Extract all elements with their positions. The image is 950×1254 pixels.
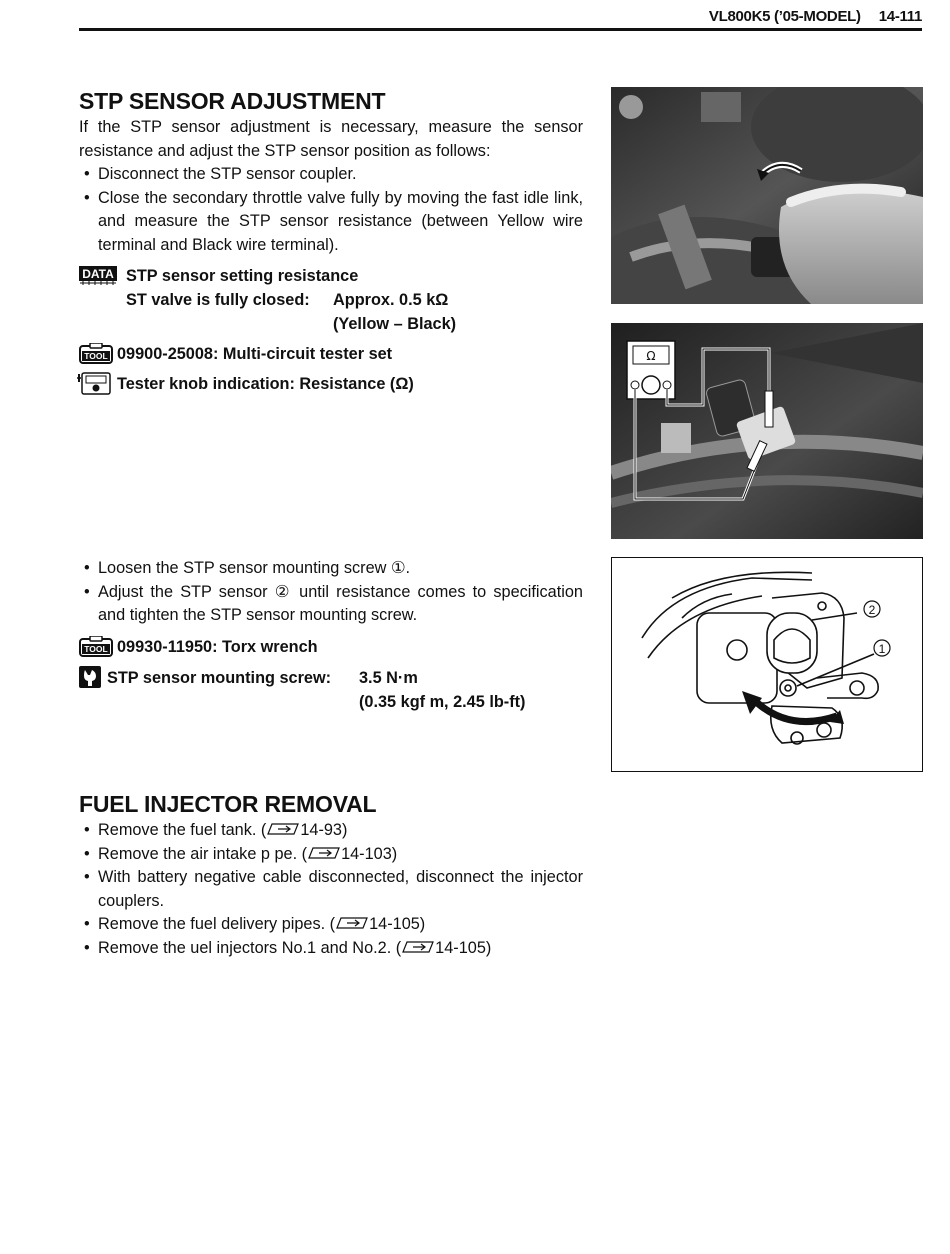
reference-pointer-icon [335,915,369,933]
data-spec-row-value: Approx. 0.5 kΩ [333,291,449,309]
header-model: VL800K5 (’05-MODEL) [708,8,861,25]
stp-bullet-4: • Adjust the STP sensor ② until resistance comes to specification and tighten the STP sensor mounting screw. [79,581,583,628]
callout-1: 1 [878,642,886,656]
reference-pointer-icon [307,845,341,863]
reference-pointer-icon [266,821,300,839]
photo-multimeter-test [611,323,923,539]
diagram-stp-sensor [611,557,923,772]
data-spec-row-label: ST valve is fully closed: [126,291,310,309]
fuel-bullet-3: • With battery negative cable disconnected, disconnect the injector couplers. [79,866,583,913]
header-text [691,8,922,25]
data-icon [79,266,117,290]
tester-knob-icon [77,372,113,401]
stp-adjust-block [79,557,583,628]
stp-bullet-1: • Disconnect the STP sensor coupler. [79,163,583,187]
header-page-number: 14-111 [878,8,922,25]
fuel-bullet-1: • Remove the fuel tank. ( 14-93) [79,819,583,843]
tester-knob-spec: Tester knob indication: Resistance (Ω) [117,375,414,393]
torque-icon [79,666,101,693]
fuel-bullets [79,819,583,960]
torque-label: STP sensor mounting screw: [107,669,332,687]
torque-value-2: (0.35 kgf m, 2.45 lb-ft) [359,693,526,711]
tool-icon-label: TOOL [84,351,108,361]
tool-spec-1: 09900-25008: Multi-circuit tester set [117,345,393,363]
data-spec-row-value-2: (Yellow – Black) [333,315,457,333]
section-title-fuel: FUEL INJECTOR REMOVAL [79,791,377,817]
page-header [79,6,922,31]
section-title-stp: STP SENSOR ADJUSTMENT [79,88,386,114]
callout-2: 2 [868,603,876,617]
meter-symbol: Ω [646,349,656,363]
stp-intro-block [79,116,583,257]
tool-icon-2-label: TOOL [84,644,108,654]
data-spec-title: STP sensor setting resistance [126,267,359,285]
fuel-bullet-2: • Remove the air intake p pe. ( 14-103) [79,843,583,867]
stp-bullet-2: • Close the secondary throttle valve fully by moving the fast idle link, and measure the STP sensor resistance (between Yellow wire terminal and Black wire terminal). [79,187,583,258]
tool-icon [79,343,113,370]
tool-spec-2: 09930-11950: Torx wrench [117,638,318,656]
fuel-bullet-4: • Remove the fuel delivery pipes. ( 14-105) [79,913,583,937]
stp-bullet-3: • Loosen the STP sensor mounting screw ①. [79,557,583,581]
tool-icon-2 [79,636,113,663]
stp-intro-text: If the STP sensor adjustment is necessary, measure the sensor resistance and adjust the STP sensor position as follows: [79,118,583,160]
photo-throttle-body [611,87,923,304]
fuel-bullet-5: • Remove the uel injectors No.1 and No.2. ( 14-105) [79,937,583,961]
torque-value: 3.5 N·m [359,669,418,687]
data-icon-label: DATA [82,267,114,281]
reference-pointer-icon [401,939,435,957]
